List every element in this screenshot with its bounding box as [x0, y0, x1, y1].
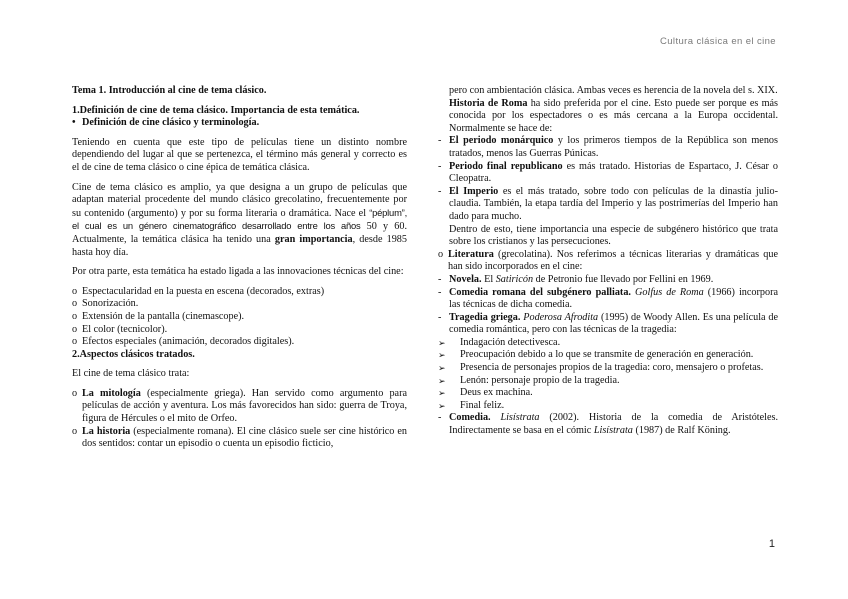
list-item: ➢ Final feliz. — [438, 399, 505, 411]
dash-bullet-icon: - — [438, 412, 442, 424]
paragraph: pero con ambientación clásica. Ambas veces es herencia de la novela del s. XIX. — [449, 85, 778, 96]
bullet-icon: • — [72, 117, 76, 129]
section-1-heading: 1.Definición de cine de tema clásico. Importancia de esta temática. — [72, 104, 360, 116]
dash-bullet-icon: - — [438, 273, 442, 285]
dash-bullet-icon: - — [438, 311, 442, 323]
arrow-bullet-icon: ➢ — [438, 363, 446, 374]
page-number: 1 — [768, 538, 775, 550]
list-item: - Periodo final republicano es más tratado. Historias de Espartaco, J. César o Cleopatra. — [438, 160, 779, 185]
circle-bullet-icon: o — [72, 285, 78, 297]
list-item: o Sonorización. — [72, 298, 139, 310]
list-item: ➢ Presencia de personajes propios de la tragedia: coro, mensajero o profetas. — [438, 362, 764, 374]
circle-bullet-icon: o — [72, 323, 78, 335]
arrow-bullet-icon: ➢ — [438, 388, 446, 399]
list-item: - El periodo monárquico y los primeros tiempos de la República son menos tratados, menos las Guerras Púnicas. — [438, 135, 778, 159]
list-item: o La mitología (especialmente griega). Han servido como argumento para películas de acción y aventura. Los más favorecidos han sido: guerra de Troya, figura de Hércules o el mito de Orfeo. — [72, 387, 407, 425]
right-column — [438, 85, 778, 438]
list-item: ➢ Indagación detectivesca. — [438, 336, 561, 348]
list-item: ➢ Preocupación debido a lo que se transmite de generación en generación. — [438, 349, 754, 361]
list-item: o Literatura (grecolatina). Nos referimos a técnicas literarias y dramáticas que han sido incorporados en el cine: — [438, 248, 778, 273]
list-item: - Comedia. Lisístrata (2002). Historia de la comedia de Aristóteles. Indirectamente se basa en el cómic Lisístrata (1987) de Ralf Köning. — [438, 412, 778, 437]
list-item: ➢ Lenón: personaje propio de la tragedia. — [438, 374, 620, 386]
circle-bullet-icon: o — [72, 336, 78, 348]
paragraph: Dentro de esto, tiene importancia una especie de subgénero histórico que trata sobre los cristianos y las persecuciones. — [449, 223, 778, 248]
list-item: o Espectacularidad en la puesta en escena (decorados, extras) — [72, 285, 325, 297]
list-item: - Tragedia griega. Poderosa Afrodita (1995) de Woody Allen. Es una película de comedia romántica, pero con las técnicas de la tragedia: — [438, 311, 778, 336]
arrow-bullet-icon: ➢ — [438, 350, 446, 361]
paragraph: Historia de Roma ha sido preferida por el cine. Esto puede ser porque es más conocida por los espectadores o es más cercana a la Europa occidental. Normalmente se hace de: — [449, 97, 778, 134]
innovations-list — [72, 286, 407, 349]
circle-bullet-icon: o — [72, 310, 78, 322]
list-item: o Efectos especiales (animación, decorados digitales). — [72, 336, 295, 348]
dash-bullet-icon: - — [438, 286, 442, 298]
circle-bullet-icon: o — [72, 387, 78, 399]
section-1-bullet: • Definición de cine clásico y terminología. — [72, 117, 260, 129]
lesson-title: Tema 1. Introducción al cine de tema clásico. — [72, 85, 267, 96]
dash-bullet-icon: - — [438, 185, 442, 197]
dash-bullet-icon: - — [438, 135, 442, 147]
list-item: ➢ Deus ex machina. — [438, 387, 533, 399]
arrow-bullet-icon: ➢ — [438, 400, 446, 411]
paragraph: El cine de tema clásico trata: — [72, 368, 190, 380]
list-item: - Comedia romana del subgénero palliata. Golfus de Roma (1966) incorpora las técnicas de dicha comedia. — [438, 286, 779, 311]
list-item: o Extensión de la pantalla (cinemascope). — [72, 310, 245, 322]
circle-bullet-icon: o — [72, 298, 78, 310]
arrow-bullet-icon: ➢ — [438, 337, 446, 348]
list-item: o El color (tecnicolor). — [72, 323, 168, 335]
section-2-heading: 2.Aspectos clásicos tratados. — [72, 348, 195, 360]
arrow-bullet-icon: ➢ — [438, 375, 446, 386]
paragraph: Por otra parte, esta temática ha estado ligada a las innovaciones técnicas del cine: — [72, 266, 404, 278]
list-item: - Novela. El Satiricón de Petronio fue llevado por Fellini en 1969. — [438, 273, 714, 285]
left-column — [72, 85, 407, 451]
running-header: Cultura clásica en el cine — [659, 36, 776, 47]
paragraph: Cine de tema clásico es amplio, ya que designa a un grupo de películas que adaptan material procedente del mundo clásico grecolatino, frecuentemente por su contenido (argumento) y por su forma literaria o dramática. Nace el “péplum”, el cual es un género cinematográfico desarrollado entre los años 50 y 60. Actualmente, la temática clásica ha tenido una gran importancia, desde 1985 hasta hoy día. — [72, 181, 407, 258]
dash-bullet-icon: - — [438, 160, 442, 172]
circle-bullet-icon: o — [438, 248, 444, 260]
circle-bullet-icon: o — [72, 425, 78, 437]
list-item: o La historia (especialmente romana). El cine clásico suele ser cine histórico en dos sentidos: contar un episodio o cuenta un episodio ficticio, — [72, 425, 407, 450]
list-item: - El Imperio es el más tratado, sobre todo con películas de la dinastía julio-claudia. También, la etapa tardía del Imperio y las postrimerías del Imperio han dado para mucho. — [438, 185, 778, 222]
paragraph: Teniendo en cuenta que este tipo de películas tiene un distinto nombre dependiendo del lugar al que se pertenezca, el término más general y correcto es el de cine de tema clásico o cine épica de temática clásica. — [72, 136, 407, 173]
